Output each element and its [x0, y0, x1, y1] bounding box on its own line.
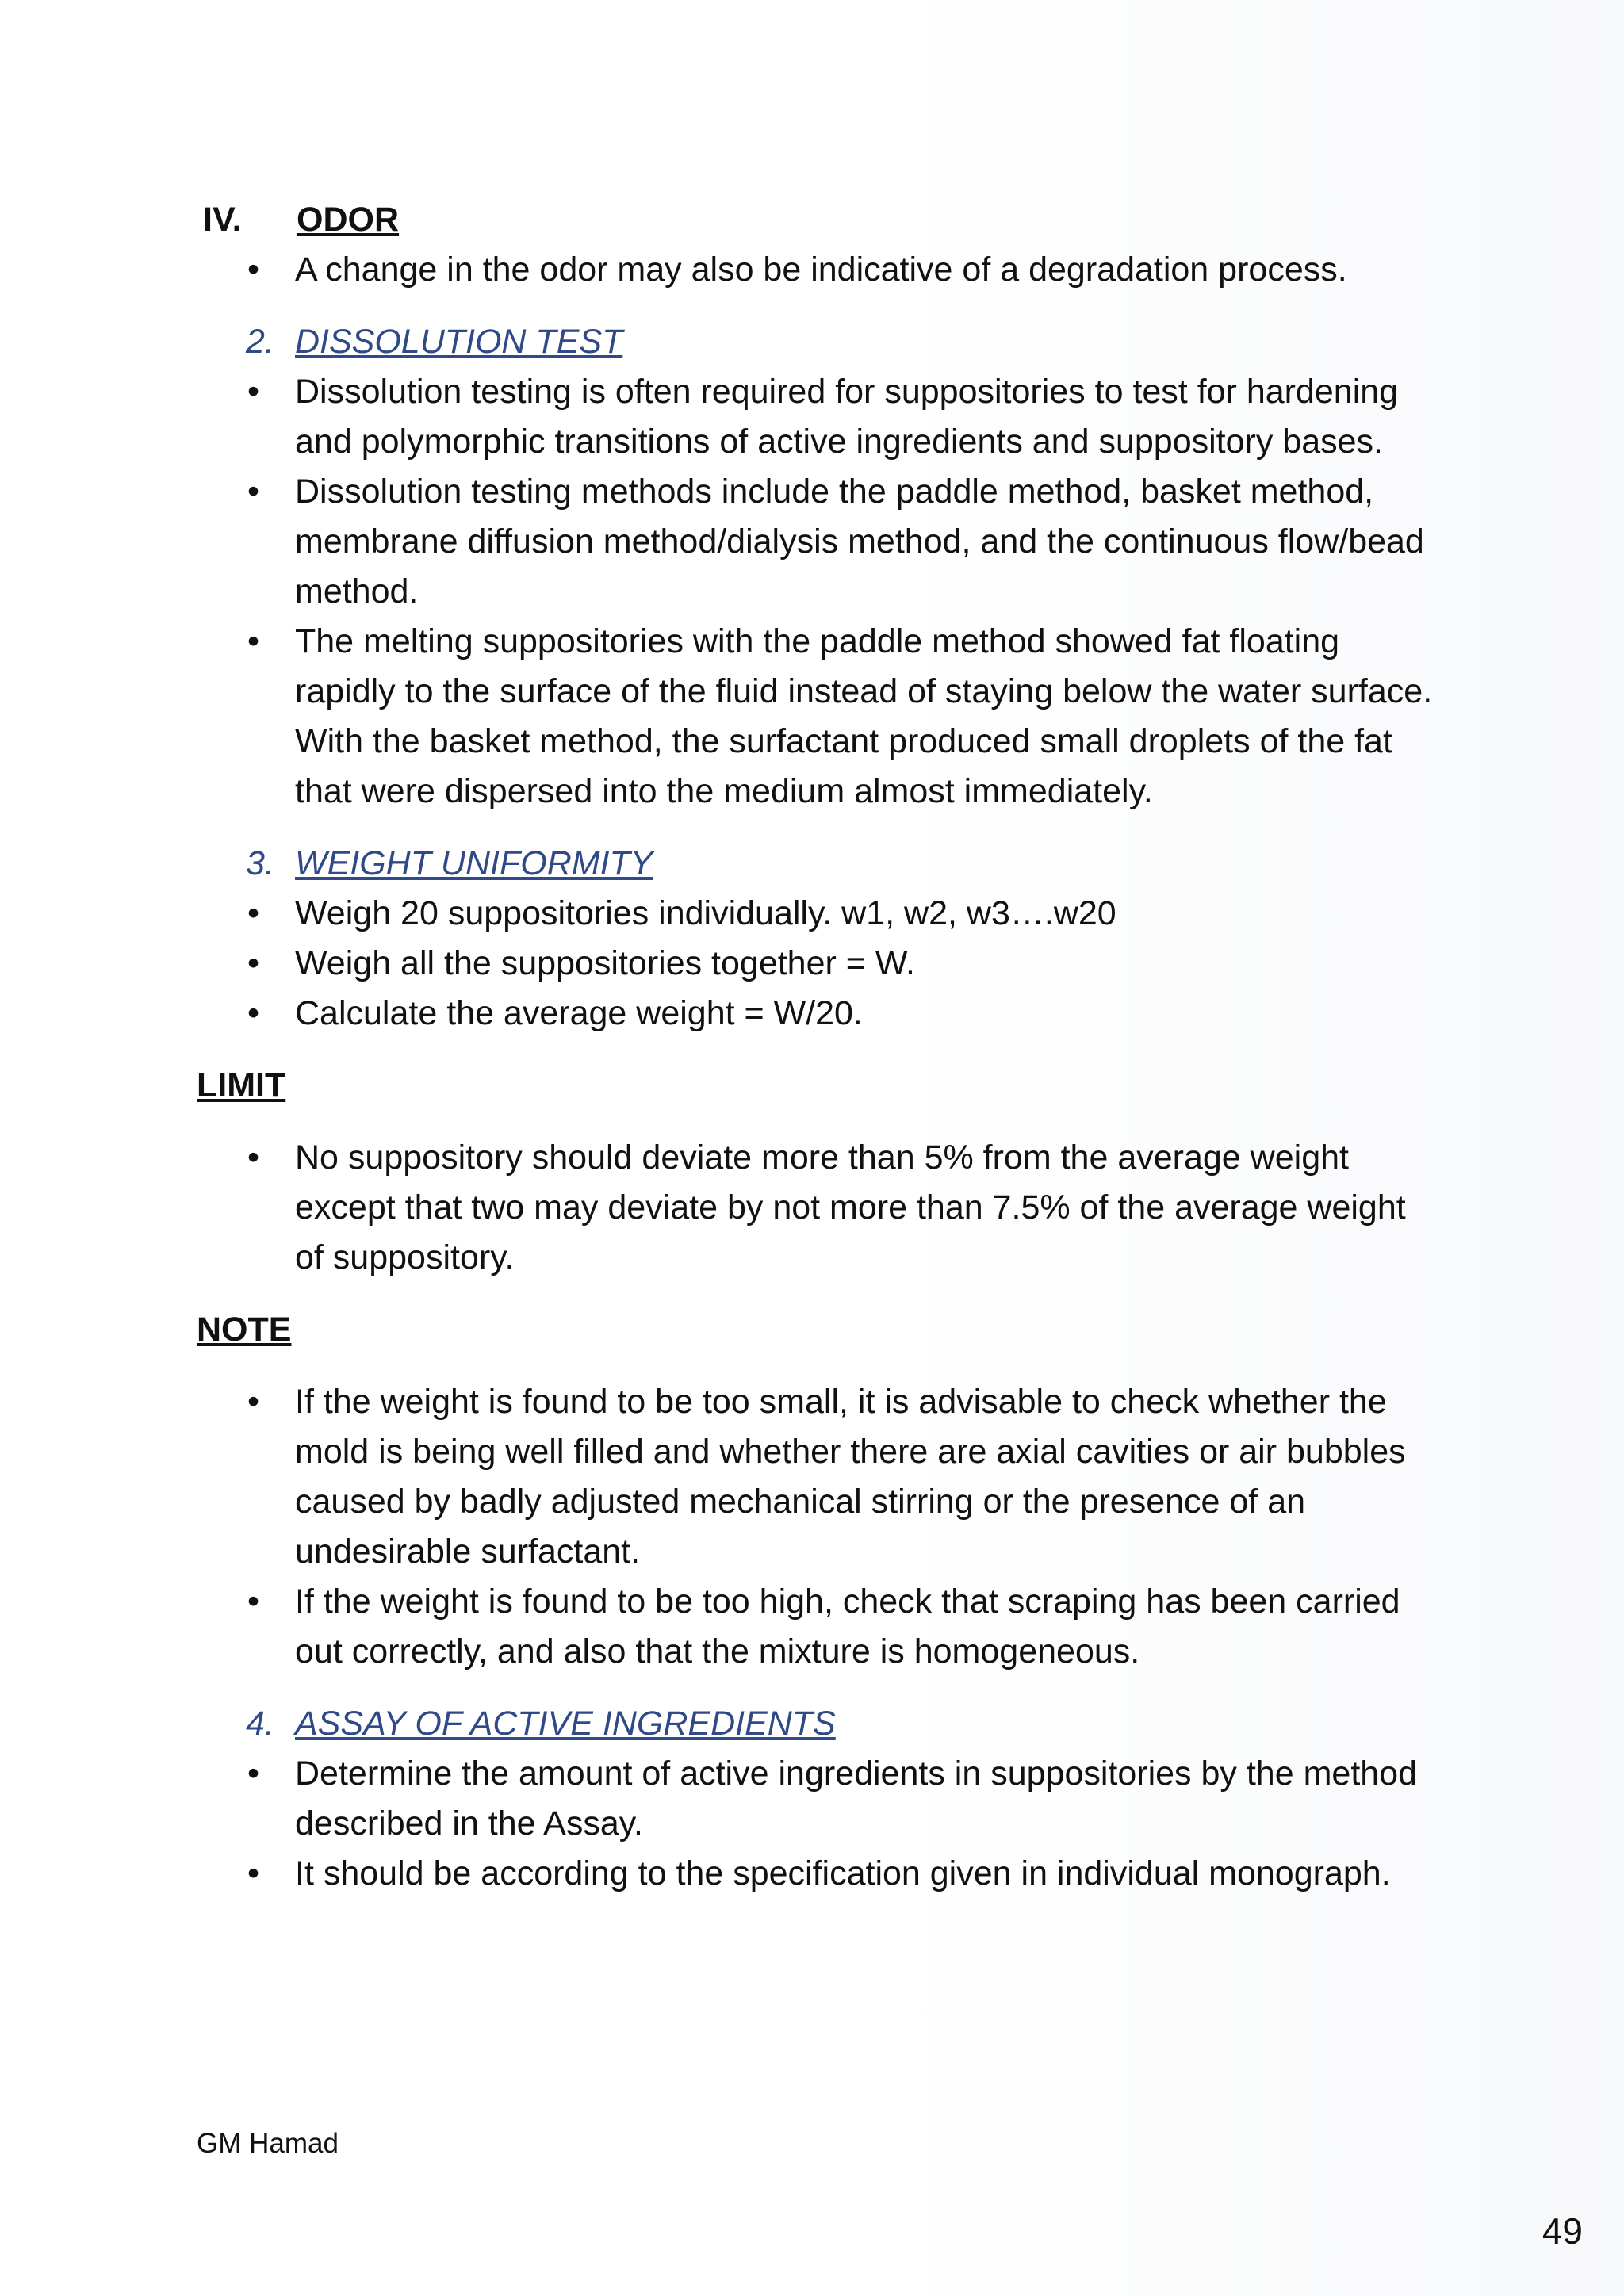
list-item: • Weigh 20 suppositories individually. w1, w2, w3….w20 [197, 889, 1434, 939]
dissolution-bullet-list [197, 367, 1434, 817]
list-item: • Determine the amount of active ingredients in suppositories by the method described in the Assay. [197, 1749, 1434, 1849]
weight-bullet-list [197, 889, 1434, 1039]
page-content [197, 195, 1434, 1899]
limit-heading: LIMIT [197, 1066, 286, 1104]
section-title: ASSAY OF ACTIVE INGREDIENTS [295, 1705, 836, 1743]
section-number: 4. [246, 1705, 274, 1743]
section-number: 3. [246, 844, 274, 882]
list-item: • Dissolution testing methods include the paddle method, basket method, membrane diffusion method/dialysis method, and the continuous flow/bead method. [197, 467, 1434, 617]
footer-author: GM Hamad [197, 2128, 339, 2159]
list-item: • Weigh all the suppositories together = W. [197, 939, 1434, 989]
section-number: IV. [203, 201, 242, 239]
assay-bullet-list [197, 1749, 1434, 1899]
section-title: ODOR [297, 201, 399, 239]
section-heading-odor [203, 195, 1434, 245]
list-item: • No suppository should deviate more than 5% from the average weight except that two may deviate by not more than 7.5% of the average weight of suppository. [197, 1133, 1434, 1283]
list-item: • Dissolution testing is often required for suppositories to test for hardening and polymorphic transitions of active ingredients and suppository bases. [197, 367, 1434, 467]
section-number: 2. [246, 323, 274, 361]
page-number: 49 [1542, 2210, 1583, 2252]
note-heading: NOTE [197, 1311, 292, 1349]
note-bullet-list [197, 1377, 1434, 1677]
section-title: WEIGHT UNIFORMITY [295, 844, 653, 882]
list-item: • If the weight is found to be too high, check that scraping has been carried out correctly, and also that the mixture is homogeneous. [197, 1577, 1434, 1677]
odor-bullet-list [197, 245, 1434, 295]
list-item: • The melting suppositories with the paddle method showed fat floating rapidly to the surface of the fluid instead of staying below the water surface. With the basket method, the surfactant produced small droplets of the fat that were dispersed into the medium almost immediately. [197, 617, 1434, 817]
section-heading-weight-uniformity [246, 839, 1434, 889]
list-item: • A change in the odor may also be indicative of a degradation process. [197, 245, 1434, 295]
limit-bullet-list [197, 1133, 1434, 1283]
section-title: DISSOLUTION TEST [295, 323, 623, 361]
list-item: • If the weight is found to be too small, it is advisable to check whether the mold is being well filled and whether there are axial cavities or air bubbles caused by badly adjusted mechanical stirring or the presence of an undesirable surfactant. [197, 1377, 1434, 1577]
list-item: • Calculate the average weight = W/20. [197, 989, 1434, 1039]
section-heading-assay [246, 1699, 1434, 1749]
list-item: • It should be according to the specification given in individual monograph. [197, 1849, 1434, 1899]
section-heading-dissolution [246, 317, 1434, 367]
